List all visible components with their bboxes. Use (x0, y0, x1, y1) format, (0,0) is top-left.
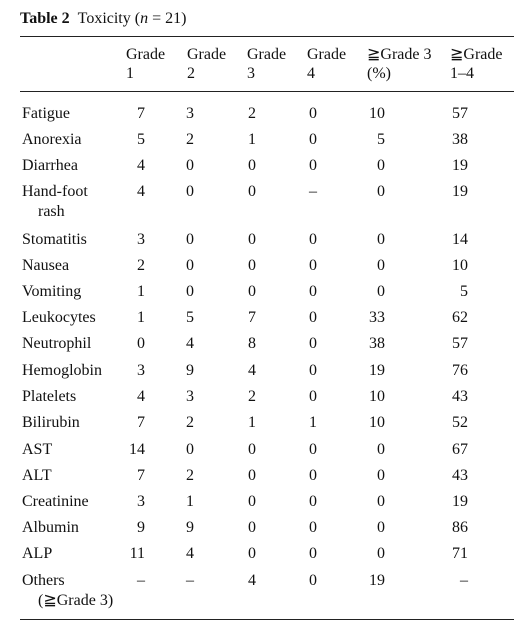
table-cell: 7 (137, 414, 145, 431)
table-cell: 0 (248, 257, 256, 274)
table-cell: 0 (186, 231, 194, 248)
header-line1: Grade (247, 46, 287, 63)
top-rule (20, 36, 514, 37)
table-cell: 0 (309, 572, 317, 589)
header-line2: 3 (247, 65, 255, 82)
row-label: Leukocytes (22, 309, 96, 326)
table-cell: 0 (309, 441, 317, 458)
table-cell: 0 (309, 362, 317, 379)
table-cell: 0 (248, 467, 256, 484)
table-row (0, 466, 530, 492)
row-label: AST (22, 441, 53, 458)
table-cell: 2 (186, 131, 194, 148)
table-row (0, 156, 530, 182)
table-cell: 0 (377, 493, 385, 510)
table-cell: 0 (137, 335, 145, 352)
table-row (0, 440, 530, 466)
table-cell: 4 (137, 183, 145, 200)
table-cell: – (460, 572, 468, 589)
table-cell: 19 (452, 157, 468, 174)
table-row (0, 256, 530, 282)
table-cell: 0 (309, 257, 317, 274)
table-cell: 0 (377, 467, 385, 484)
table-cell: 0 (309, 519, 317, 536)
header-grade-3-plus-pct (367, 45, 432, 83)
header-grade-2 (187, 45, 226, 83)
table-row (0, 282, 530, 308)
table-cell: 10 (369, 105, 385, 122)
table-row (0, 334, 530, 360)
table-cell: 7 (137, 105, 145, 122)
table-cell: 0 (309, 335, 317, 352)
table-title-n: n (140, 10, 149, 27)
table-cell: 5 (137, 131, 145, 148)
table-cell: 5 (377, 131, 385, 148)
table-cell: 0 (309, 157, 317, 174)
table-cell: 0 (248, 283, 256, 300)
table-cell: 2 (248, 388, 256, 405)
table-cell: 4 (186, 545, 194, 562)
table-cell: 1 (137, 283, 145, 300)
table-cell: 43 (452, 388, 468, 405)
table-cell: 10 (452, 257, 468, 274)
table-cell: 1 (186, 493, 194, 510)
table-cell: 62 (452, 309, 468, 326)
table-row (0, 104, 530, 130)
table-cell: 8 (248, 335, 256, 352)
table-cell: 3 (137, 362, 145, 379)
header-line1: ≧Grade (450, 46, 503, 63)
table-cell: 11 (129, 545, 145, 562)
table-cell: 1 (137, 309, 145, 326)
table-cell: 10 (369, 388, 385, 405)
table-cell: 0 (377, 545, 385, 562)
table-cell: 2 (248, 105, 256, 122)
table-row (0, 361, 530, 387)
table-row (0, 492, 530, 518)
table-cell: 0 (309, 388, 317, 405)
table-cell: 9 (186, 362, 194, 379)
table-cell: 0 (377, 283, 385, 300)
table-cell: 0 (248, 441, 256, 458)
table-cell: 19 (452, 183, 468, 200)
table-cell: 5 (186, 309, 194, 326)
header-line2: 4 (307, 65, 315, 82)
row-label: Hemoglobin (22, 362, 102, 379)
table-cell: 0 (377, 183, 385, 200)
header-grade-3 (247, 45, 286, 83)
table-cell: 4 (186, 335, 194, 352)
table-cell: – (186, 572, 194, 589)
table-cell: 0 (309, 105, 317, 122)
row-label: Creatinine (22, 493, 89, 510)
table-cell: 4 (248, 362, 256, 379)
row-label: Others (22, 572, 65, 589)
table-cell: 76 (452, 362, 468, 379)
row-label: Albumin (22, 519, 79, 536)
table-cell: 2 (186, 414, 194, 431)
table-cell: 0 (186, 183, 194, 200)
table-title-prefix: Toxicity ( (77, 10, 141, 27)
table-cell: 2 (186, 467, 194, 484)
header-rule (20, 91, 514, 92)
table-cell: 0 (186, 441, 194, 458)
table-cell: 1 (248, 131, 256, 148)
table-cell: 0 (309, 283, 317, 300)
table-cell: – (137, 572, 145, 589)
table-cell: 38 (452, 131, 468, 148)
row-label: Anorexia (22, 131, 82, 148)
table-title-suffix: = 21) (148, 10, 187, 27)
table-cell: 19 (369, 572, 385, 589)
row-label-continued: (≧Grade 3) (38, 592, 114, 609)
table-cell: 43 (452, 467, 468, 484)
table-cell: 5 (460, 283, 468, 300)
table-cell: 3 (137, 493, 145, 510)
row-label: Diarrhea (22, 157, 78, 174)
table-cell: 9 (186, 519, 194, 536)
table-cell: 0 (377, 441, 385, 458)
table-cell: 7 (248, 309, 256, 326)
table-row (0, 571, 530, 609)
table-cell: 0 (186, 283, 194, 300)
header-line2: 1–4 (450, 65, 474, 82)
row-label: Stomatitis (22, 231, 87, 248)
header-line1: ≧Grade 3 (367, 46, 432, 63)
table-cell: 86 (452, 519, 468, 536)
table-cell: 2 (137, 257, 145, 274)
table-cell: 0 (248, 545, 256, 562)
row-label: Fatigue (22, 105, 70, 122)
table-cell: 7 (137, 467, 145, 484)
table-cell: 19 (369, 362, 385, 379)
table-row (0, 413, 530, 439)
table-row (0, 387, 530, 413)
row-label: ALT (22, 467, 52, 484)
table-cell: 4 (137, 388, 145, 405)
header-grade-4 (307, 45, 346, 83)
table-cell: 52 (452, 414, 468, 431)
table-cell: 4 (137, 157, 145, 174)
table-cell: 0 (248, 519, 256, 536)
row-label: Nausea (22, 257, 70, 274)
table-row (0, 518, 530, 544)
header-grade-1 (126, 45, 165, 83)
table-cell: 0 (248, 231, 256, 248)
table-cell: 0 (377, 519, 385, 536)
row-label: Neutrophil (22, 335, 92, 352)
table-cell: 0 (248, 157, 256, 174)
header-line1: Grade (307, 46, 347, 63)
header-line2: 1 (126, 65, 134, 82)
table-cell: 1 (248, 414, 256, 431)
row-label: Hand-foot (22, 183, 88, 200)
table-cell: 33 (369, 309, 385, 326)
table-cell: 0 (248, 183, 256, 200)
table-cell: 19 (452, 493, 468, 510)
table-cell: 0 (309, 231, 317, 248)
row-label: Platelets (22, 388, 77, 405)
table-row (0, 182, 530, 220)
row-label: ALP (22, 545, 53, 562)
table-cell: 67 (452, 441, 468, 458)
table-cell: 0 (186, 157, 194, 174)
table-cell: – (309, 183, 317, 200)
table-caption (20, 9, 186, 29)
table-cell: 3 (137, 231, 145, 248)
header-line2: (%) (367, 65, 391, 82)
table-cell: 9 (137, 519, 145, 536)
table-cell: 3 (186, 388, 194, 405)
table-row (0, 308, 530, 334)
table-cell: 57 (452, 335, 468, 352)
row-label: Bilirubin (22, 414, 80, 431)
table-row (0, 130, 530, 156)
table-cell: 0 (309, 493, 317, 510)
table-cell: 0 (377, 231, 385, 248)
bottom-rule (20, 619, 514, 620)
table-cell: 57 (452, 105, 468, 122)
table-cell: 14 (129, 441, 145, 458)
table-cell: 0 (186, 257, 194, 274)
table-cell: 0 (309, 467, 317, 484)
table-cell: 0 (309, 309, 317, 326)
table-cell: 0 (377, 157, 385, 174)
table-cell: 38 (369, 335, 385, 352)
header-grade-1-4 (450, 45, 503, 83)
row-label-continued: rash (38, 203, 65, 220)
table-label: Table 2 (20, 10, 70, 27)
table-cell: 4 (248, 572, 256, 589)
header-line1: Grade (126, 46, 166, 63)
header-line2: 2 (187, 65, 195, 82)
table-cell: 0 (248, 493, 256, 510)
row-label: Vomiting (22, 283, 82, 300)
table-row (0, 544, 530, 570)
table-cell: 14 (452, 231, 468, 248)
table-cell: 0 (309, 545, 317, 562)
table-cell: 0 (309, 131, 317, 148)
table-cell: 3 (186, 105, 194, 122)
table-row (0, 230, 530, 256)
table-cell: 1 (309, 414, 317, 431)
table-cell: 10 (369, 414, 385, 431)
table-cell: 0 (377, 257, 385, 274)
header-line1: Grade (187, 46, 227, 63)
table-cell: 71 (452, 545, 468, 562)
